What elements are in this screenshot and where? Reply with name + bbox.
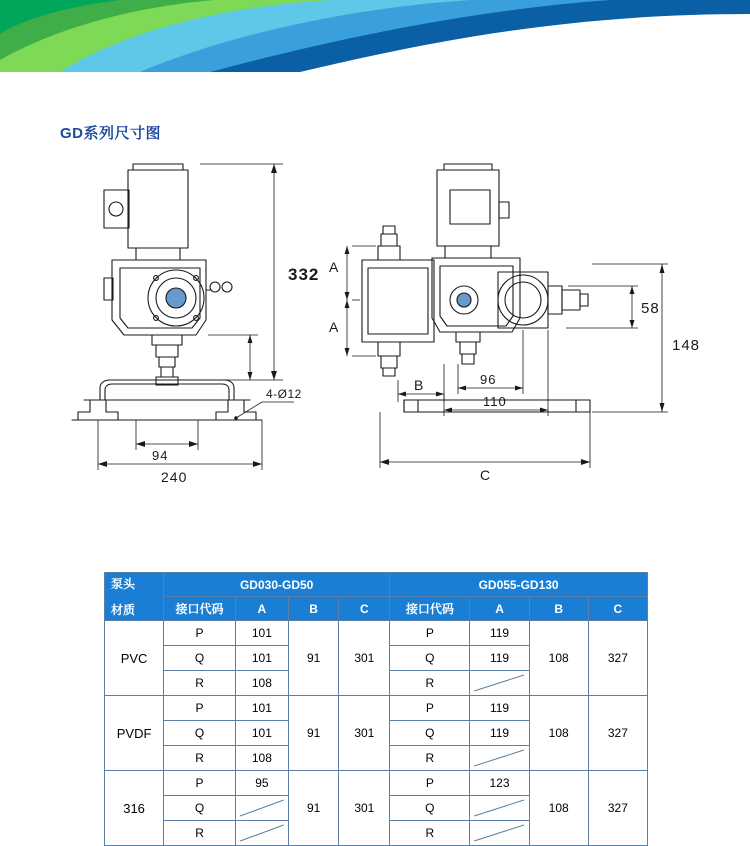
table-row (105, 771, 648, 796)
table-header-row-2 (105, 597, 648, 621)
material-cell: PVC (105, 621, 164, 696)
dim-label-332: 332 (288, 265, 320, 284)
dim-label-4-phi-12: 4-Ø12 (266, 387, 302, 401)
table-corner-header (105, 573, 164, 621)
value-a: 95 (235, 771, 288, 796)
code-cell: P (164, 696, 236, 721)
subheader-a-1: A (235, 597, 288, 621)
value-a: 101 (235, 646, 288, 671)
value-c: 327 (588, 771, 647, 846)
value-b: 91 (288, 621, 339, 696)
code-cell: P (390, 771, 470, 796)
code-cell: R (164, 821, 236, 846)
code-cell: Q (390, 646, 470, 671)
value-a: 101 (235, 721, 288, 746)
value-c: 301 (339, 771, 390, 846)
code-cell: Q (164, 721, 236, 746)
code-cell: P (390, 696, 470, 721)
code-cell: Q (390, 721, 470, 746)
value-a-empty (235, 821, 288, 846)
code-cell: P (164, 771, 236, 796)
dim-label-A-lower: A (329, 319, 339, 335)
value-b: 108 (529, 621, 588, 696)
value-a: 119 (470, 721, 529, 746)
subheader-b-1: B (288, 597, 339, 621)
dim-label-110: 110 (483, 394, 507, 409)
value-a-empty (470, 796, 529, 821)
code-cell: R (390, 671, 470, 696)
dim-label-94: 94 (152, 448, 169, 463)
code-cell: P (390, 621, 470, 646)
value-a: 123 (470, 771, 529, 796)
dimension-drawing (0, 150, 750, 550)
code-cell: Q (164, 796, 236, 821)
dimension-table-wrapper (104, 572, 648, 846)
drawing-svg (0, 150, 750, 550)
value-b: 108 (529, 771, 588, 846)
code-cell: P (164, 621, 236, 646)
material-cell: 316 (105, 771, 164, 846)
subheader-b-2: B (529, 597, 588, 621)
subheader-code-1: 接口代码 (164, 597, 236, 621)
corner-label-top: 泵头 (111, 577, 136, 591)
dimension-table (104, 572, 648, 846)
dim-label-240: 240 (161, 469, 188, 485)
value-a-empty (470, 821, 529, 846)
value-c: 301 (339, 696, 390, 771)
code-cell: Q (390, 796, 470, 821)
value-a: 108 (235, 671, 288, 696)
top-banner (0, 0, 750, 72)
code-cell: R (390, 746, 470, 771)
code-cell: R (390, 821, 470, 846)
value-c: 327 (588, 696, 647, 771)
value-a: 119 (470, 621, 529, 646)
group-header-2: GD055-GD130 (390, 573, 648, 597)
dim-label-58: 58 (641, 300, 660, 317)
value-a-empty (470, 671, 529, 696)
subheader-c-2: C (588, 597, 647, 621)
value-a: 101 (235, 696, 288, 721)
value-b: 91 (288, 696, 339, 771)
value-a: 119 (470, 646, 529, 671)
value-b: 91 (288, 771, 339, 846)
corner-label-bottom: 材质 (111, 603, 136, 617)
value-b: 108 (529, 696, 588, 771)
dim-label-C: C (480, 467, 491, 483)
subheader-code-2: 接口代码 (390, 597, 470, 621)
subheader-c-1: C (339, 597, 390, 621)
dim-label-A-upper: A (329, 259, 339, 275)
value-a: 119 (470, 696, 529, 721)
banner-graphic (0, 0, 750, 72)
table-header-row-1 (105, 573, 648, 597)
code-cell: R (164, 746, 236, 771)
value-a-empty (470, 746, 529, 771)
material-cell: PVDF (105, 696, 164, 771)
table-row (105, 621, 648, 646)
group-header-1: GD030-GD50 (164, 573, 390, 597)
code-cell: R (164, 671, 236, 696)
code-cell: Q (164, 646, 236, 671)
value-c: 327 (588, 621, 647, 696)
value-c: 301 (339, 621, 390, 696)
value-a-empty (235, 796, 288, 821)
value-a: 101 (235, 621, 288, 646)
dim-label-148: 148 (672, 337, 701, 354)
dim-label-96: 96 (480, 372, 497, 387)
page-title: GD系列尺寸图 (60, 125, 162, 142)
dim-label-B: B (414, 377, 424, 393)
value-a: 108 (235, 746, 288, 771)
table-row (105, 696, 648, 721)
subheader-a-2: A (470, 597, 529, 621)
